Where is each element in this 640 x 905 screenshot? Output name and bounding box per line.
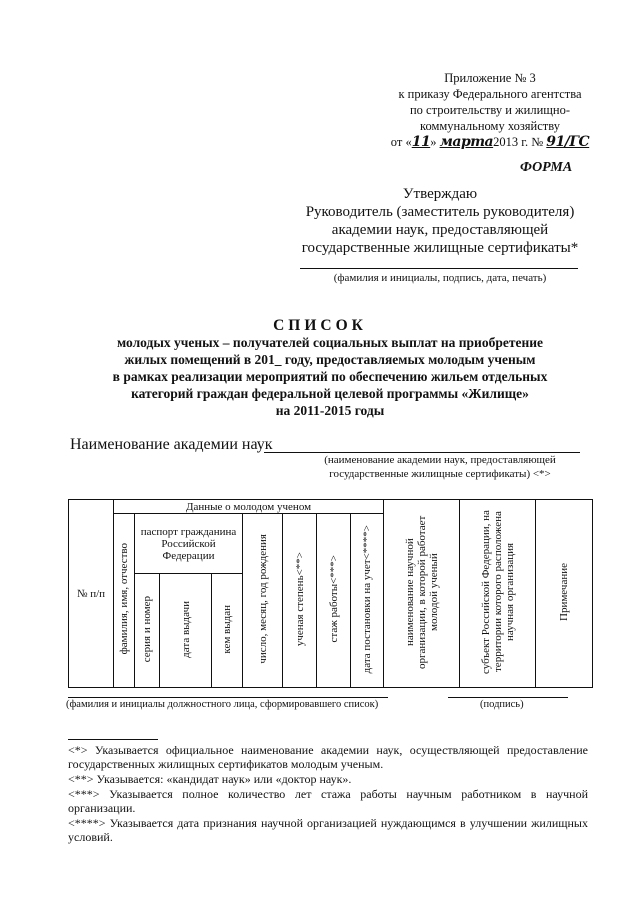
- official-signature-line: [68, 697, 388, 698]
- footnote-3: <***> Указывается полное количество лет стажа работы научным работником в научной организации.: [68, 787, 588, 815]
- appendix-line-3: по строительству и жилищно-: [409, 103, 571, 117]
- official-caption: (фамилия и инициалы должностного лица, сформировавшего список): [66, 699, 379, 710]
- footnote-rule: [68, 739, 158, 740]
- subtitle-line-5: на 2011-2015 годы: [275, 403, 385, 418]
- academy-caption-line-1: (наименование академии наук, предоставляющей: [324, 454, 556, 466]
- academy-label: Наименование академии наук: [70, 436, 273, 453]
- header-num: № п/п: [69, 500, 114, 688]
- date-prefix: от «: [390, 135, 412, 149]
- header-organization: наименование научной организации, в которой работает молодой ученый: [384, 500, 460, 688]
- footnote-2: <**> Указывается: «кандидат наук» или «доктор наук».: [68, 772, 352, 786]
- document-subtitle: [50, 334, 610, 419]
- header-birth-date: число, месяц, год рождения: [243, 514, 283, 688]
- approval-line-1: Утверждаю: [402, 186, 478, 202]
- academy-caption: [290, 453, 590, 481]
- footnote-4: <****> Указывается дата признания научной организацией нуждающимся в улучшении жилищных условий.: [68, 816, 588, 844]
- header-young-scientist: Данные о молодом ученом: [114, 500, 384, 514]
- subtitle-line-2: жилых помещений в 201_ году, предоставляемых молодым ученым: [124, 352, 536, 367]
- approval-line-3: академии наук, предоставляющей: [331, 222, 549, 238]
- approval-signature-caption: (фамилия и инициалы, подпись, дата, печать): [333, 272, 547, 284]
- date-day: 11: [411, 134, 431, 150]
- header-passport-issued-by: кем выдан: [212, 574, 243, 688]
- approval-signature-line: [300, 268, 578, 269]
- header-subject: субъект Российской Федерации, на территории которого расположена научная организация: [460, 500, 536, 688]
- subtitle-line-1: молодых ученых – получателей социальных выплат на приобретение: [116, 335, 544, 350]
- appendix-block: [350, 70, 630, 150]
- header-passport: паспорт гражданина Российской Федерации: [135, 514, 243, 574]
- forma-label: ФОРМА: [520, 160, 573, 175]
- header-note: Примечание: [536, 500, 593, 688]
- academy-caption-line-2: государственные жилищные сертификаты) <*>: [329, 468, 551, 480]
- footnote-1: <*> Указывается официальное наименование академии наук, осуществляющей предоставление государственных жилищных сертификатов молодым ученым.: [68, 743, 588, 771]
- recipients-table: [68, 499, 593, 688]
- subtitle-line-3: в рамках реализации мероприятий по обеспечению жильем отдельных: [112, 369, 548, 384]
- header-experience: стаж работы<***>: [317, 514, 351, 688]
- appendix-line-2: к приказу Федерального агентства: [398, 87, 582, 101]
- date-mid: »: [430, 135, 440, 149]
- signature-caption: (подпись): [480, 699, 524, 710]
- header-degree: ученая степень<**>: [283, 514, 317, 688]
- header-passport-issue-date: дата выдачи: [160, 574, 212, 688]
- order-number: 91/ГС: [546, 134, 590, 150]
- appendix-line-4: коммунальному хозяйству: [420, 119, 560, 133]
- subtitle-line-4: категорий граждан федеральной целевой программы «Жилище»: [131, 386, 529, 401]
- approval-line-4: государственные жилищные сертификаты*: [301, 240, 579, 256]
- header-registration-date: дата постановки на учет<****>: [351, 514, 384, 688]
- appendix-line-1: Приложение № 3: [444, 71, 536, 85]
- header-fio: фамилия, имя, отчество: [114, 514, 135, 688]
- header-passport-series: серия и номер: [135, 574, 160, 688]
- signature-line: [448, 697, 568, 698]
- approval-line-2: Руководитель (заместитель руководителя): [305, 204, 575, 220]
- order-date-line: [350, 134, 630, 150]
- document-title: СПИСОК: [273, 317, 367, 334]
- date-year: 2013 г. №: [493, 135, 547, 149]
- date-month: марта: [439, 134, 494, 150]
- approval-block: [260, 185, 620, 257]
